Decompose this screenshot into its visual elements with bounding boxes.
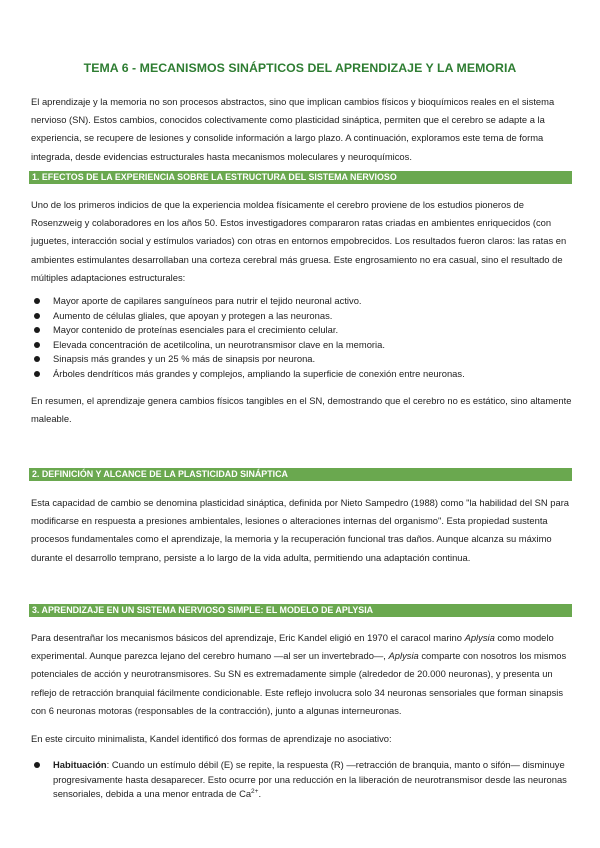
section-1-heading: 1. EFECTOS DE LA EXPERIENCIA SOBRE LA ESTRUCTURA DEL SISTEMA NERVIOSO [29,171,572,184]
bullet-icon [34,327,40,333]
bullet-icon [34,762,40,768]
definition-term: Habituación [53,759,107,770]
bullet-icon [34,298,40,304]
section-2-body [31,494,574,567]
section-3-paragraph-1: Para desentrañar los mecanismos básicos del aprendizaje, Eric Kandel eligió en 1970 el caracol marino Aplysia como modelo experimental. Aunque parezca lejano del cerebro humano —al ser un invertebrado—, Aplysia comparte con nosotros los mismos potenciales de acción y neurotransmisores. Su SN es extremadamente simple (alrededor de 20.000 neuronas), y presenta un reflejo de retracción branquial fácilmente condicionable. Este reflejo involucra solo 34 neuronas sensoriales que forman sinapsis con 6 neuronas motoras (responsables de la contracción), junto a algunas interneuronas. [31,632,567,716]
list-item: Habituación: Cuando un estímulo débil (E) se repite, la respuesta (R) —retracción de branquia, manto o sifón— disminuye progresivamente hasta desaparecer. Esto ocurre por una reducción en la liberación de neurotransmisor desde las neuronas sensoriales, debida a una menor entrada de $Ca^{2+}$. [31,758,570,802]
bullet-icon [34,342,40,348]
section-3-heading: 3. APRENDIZAJE EN UN SISTEMA NERVIOSO SIMPLE: EL MODELO DE APLYSIA [29,604,572,617]
section-2-heading: 2. DEFINICIÓN Y ALCANCE DE LA PLASTICIDAD SINÁPTICA [29,468,572,481]
section-1-bullets [31,294,570,382]
list-item: Aumento de células gliales, que apoyan y protegen a las neuronas. [31,309,570,324]
intro-paragraph: El aprendizaje y la memoria no son procesos abstractos, sino que implican cambios físicos y bioquímicos reales en el sistema nervioso (SN). Estos cambios, conocidos colectivamente como plasticidad sináptica, permiten que el cerebro se adapte a la experiencia, se recupere de lesiones y consolide información a largo plazo. A continuación, exploramos este tema de forma integrada, desde evidencias estructurales hasta mecanismos moleculares y neuroquímicos. [31,96,555,162]
section-3-body [31,629,574,720]
bullet-icon [34,371,40,377]
section-1-summary: En resumen, el aprendizaje genera cambios físicos tangibles en el SN, demostrando que el cerebro no es estático, sino altamente maleable. [31,395,572,425]
section-3-paragraph-2: En este circuito minimalista, Kandel identificó dos formas de aprendizaje no asociativo: [31,733,392,744]
list-item: Sinapsis más grandes y un 25 % más de sinapsis por neurona. [31,352,570,367]
bullet-icon [34,356,40,362]
intro-block [31,93,574,166]
section-1-summary-block [31,392,574,428]
list-item: Elevada concentración de acetilcolina, un neurotransmisor clave en la memoria. [31,338,570,353]
bullet-list [31,294,570,382]
section-1-paragraph: Uno de los primeros indicios de que la experiencia moldea físicamente el cerebro proviene de los estudios pioneros de Rosenzweig y colaboradores en los años 50. Estos investigadores compararon ratas criadas en ambientes enriquecidos (con juguetes, interacción social y estímulos variados) con otras en entornos empobrecidos. Los resultados fueron claros: las ratas en ambientes estimulantes desarrollaban una corteza cerebral más gruesa. Este engrosamiento no era casual, sino el resultado de múltiples adaptaciones estructurales: [31,199,567,283]
bullet-icon [34,313,40,319]
section-1-body [31,196,574,287]
section-3-intro-block [31,730,574,748]
list-item: Mayor aporte de capilares sanguíneos para nutrir el tejido neuronal activo. [31,294,570,309]
list-item: Mayor contenido de proteínas esenciales para el crecimiento celular. [31,323,570,338]
list-item: Árboles dendríticos más grandes y complejos, ampliando la superficie de conexión entre neuronas. [31,367,570,382]
definition-list [31,758,570,802]
section-2-paragraph: Esta capacidad de cambio se denomina plasticidad sináptica, definida por Nieto Sampedro (1988) como "la habilidad del SN para modificarse en respuesta a presiones ambientales, lesiones o alteraciones internas del organismo". Esta propiedad sustenta procesos fundamentales como el aprendizaje, la memoria y la recuperación funcional tras daños. Aunque alcanza su máximo durante el desarrollo temprano, persiste a lo largo de la vida adulta, permitiendo una adaptación continua. [31,497,570,563]
page-title: TEMA 6 - MECANISMOS SINÁPTICOS DEL APRENDIZAJE Y LA MEMORIA [83,61,517,75]
